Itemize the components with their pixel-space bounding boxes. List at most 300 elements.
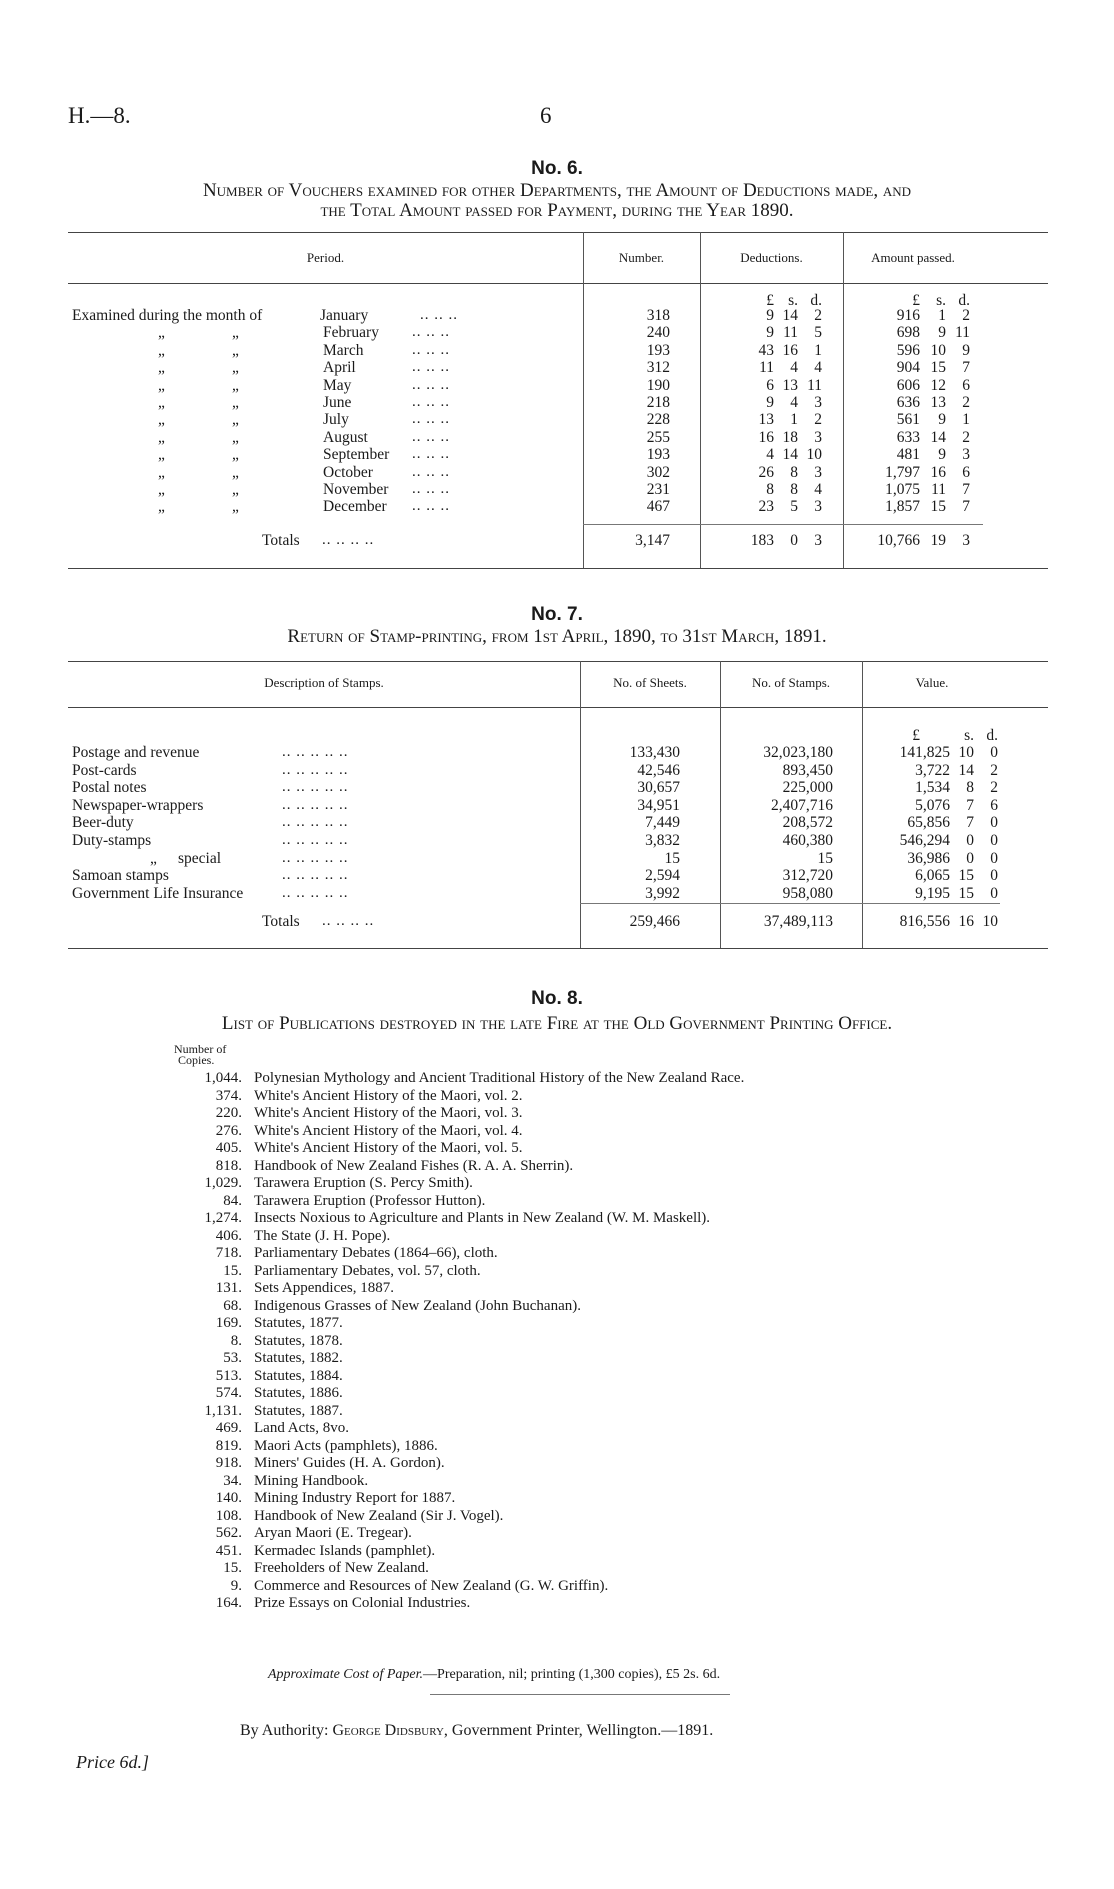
amt-shillings: 9 [938,324,946,342]
amt-shillings: 9 [938,446,946,464]
section6-subtitle-1: Number of Vouchers examined for other Departments, the Amount of Deductions made, and [202,180,912,201]
publication-copies: 469. [215,1420,242,1436]
value-pounds: 546,294 [899,832,950,849]
ded-pounds: 43 [758,341,774,359]
authority-line [240,1722,713,1740]
ded-pence: 4 [814,481,822,498]
table6-header-rule [68,283,1048,284]
ded-pence: 1 [814,341,822,359]
publication-copies: 718. [215,1245,242,1261]
amt-pence: 7 [962,498,970,516]
value-pence: 0 [990,849,998,867]
ded-units-s: s. [788,292,798,309]
leader-dots: .. .. .. .. .. [282,761,349,778]
voucher-number: 231 [646,481,670,498]
publication-item [130,1368,343,1385]
leader-dots: .. .. .. [412,359,450,376]
publication-title: Handbook of New Zealand (Sir J. Vogel). [254,1507,504,1524]
publication-copies: 918. [215,1455,242,1471]
publication-item [130,1543,435,1560]
col-description: Description of Stamps. [264,675,384,690]
value-units-d: d. [986,727,998,744]
publication-title: Commerce and Resources of New Zealand (G. W. Griffin). [254,1577,609,1594]
col-value: Value. [915,675,949,690]
amt-pounds: 904 [896,359,920,377]
publication-copies: 164. [215,1595,242,1611]
ded-pence: 2 [814,411,822,429]
leader-dots: .. .. .. .. [322,913,375,929]
publication-title: Indigenous Grasses of New Zealand (John Buchanan). [254,1297,581,1314]
leader-dots: .. .. .. .. .. [282,814,349,831]
publication-item [130,1158,573,1175]
ditto-mark: „ [232,498,239,516]
table7-vrule-1 [580,661,581,948]
ded-pence: 10 [806,446,822,464]
voucher-number: 318 [646,307,670,324]
ditto-mark: „ [232,376,239,394]
ded-shillings: 14 [782,307,798,324]
publication-title: Mining Industry Report for 1887. [254,1490,456,1506]
publication-title: Sets Appendices, 1887. [254,1280,394,1296]
value-shillings: 10 [958,744,974,761]
page-number: 6 [540,103,552,128]
leader-dots: .. .. .. .. .. [282,796,349,813]
stamp-description: Beer-duty [72,814,134,832]
voucher-number: 193 [646,446,670,464]
total-amt-shillings: 19 [930,532,946,549]
value-pence: 6 [990,796,998,814]
stamps-count: 958,080 [782,884,833,902]
publication-copies: 374. [215,1087,242,1104]
total-sheets: 259,466 [629,913,680,930]
sheets-count: 34,951 [637,796,680,814]
col-period: Period. [306,250,345,265]
sheets-count: 15 [664,849,680,867]
amt-pounds: 916 [896,307,920,324]
amt-pounds: 606 [896,376,920,394]
footer-rule [430,1694,730,1695]
price-note: Price 6d.] [76,1752,149,1772]
leader-dots: .. .. .. [412,481,450,497]
table6-bottom-rule [68,568,1048,569]
month-label: October [323,463,373,481]
publication-copies: 1,029. [204,1175,242,1191]
stamps-count: 225,000 [782,779,833,797]
leader-dots: .. .. .. [412,341,450,358]
total-value-pence: 10 [982,913,998,930]
amt-shillings: 15 [930,359,946,377]
publication-item [130,1420,349,1437]
cost-note-label: Approximate Cost of Paper. [268,1667,424,1682]
ditto-mark: „ [158,359,165,377]
publication-copies: 131. [215,1280,242,1296]
stamp-description: Samoan stamps [72,867,169,885]
value-pounds: 5,076 [915,796,950,814]
stamp-description: Duty-stamps [72,832,152,849]
ditto-mark: „ [158,411,165,429]
leader-dots: .. .. .. [412,394,450,410]
publication-item [130,1070,744,1087]
stamp-description: Post-cards [72,761,137,779]
ded-shillings: 8 [790,481,798,498]
value-shillings: 7 [966,814,974,832]
total-number: 3,147 [635,532,670,549]
leader-dots: .. .. .. [412,428,450,445]
amt-shillings: 16 [930,463,946,481]
table6-vrule-3 [843,232,844,568]
section6-title: No. 6. [531,158,583,179]
publication-item [130,1333,343,1350]
value-pounds: 9,195 [915,884,950,902]
voucher-number: 312 [646,359,670,377]
totals-rule [583,524,983,525]
leader-dots: .. .. .. .. .. [282,849,349,866]
publication-title: White's Ancient History of the Maori, vol. 2. [254,1087,523,1104]
sheets-count: 7,449 [645,814,680,832]
amt-pence: 6 [962,376,970,394]
authority-rest: , Government Printer, Wellington.—1891. [443,1722,714,1739]
publication-copies: 513. [215,1367,242,1384]
publication-item [130,1508,503,1525]
publication-copies: 574. [215,1385,242,1401]
ded-pounds: 4 [766,446,774,464]
publication-copies: 406. [215,1227,242,1244]
value-units-l: £ [912,727,920,744]
ded-shillings: 5 [790,498,798,516]
publication-copies: 819. [215,1437,242,1454]
publication-copies: 1,274. [204,1210,242,1226]
publication-copies: 15. [223,1560,242,1576]
table7-bottom-rule [68,948,1048,949]
value-shillings: 0 [966,832,974,849]
value-pence: 2 [990,761,998,779]
amt-pounds: 596 [896,341,920,359]
month-label: May [323,376,352,394]
publication-item [130,1455,445,1472]
ditto-mark: „ [232,428,239,446]
totals-rule [580,903,1000,904]
month-label: June [323,394,352,411]
publication-title: Mining Handbook. [254,1472,369,1489]
amt-pence: 3 [962,446,970,464]
ditto-mark: „ [158,481,165,498]
publication-item [130,1263,481,1280]
ditto-mark: „ [158,463,165,481]
leader-dots: .. .. .. .. .. [282,744,349,760]
value-pence: 2 [990,779,998,797]
publication-title: Tarawera Eruption (S. Percy Smith). [254,1175,473,1191]
voucher-number: 240 [646,324,670,342]
publication-copies: 818. [215,1157,242,1174]
page-header-left: H.—8. [68,103,131,128]
amt-shillings: 15 [930,498,946,516]
amt-pounds: 561 [896,411,920,429]
ded-shillings: 8 [790,463,798,481]
sheets-count: 3,992 [645,884,680,902]
leader-dots: .. .. .. [412,324,450,341]
ded-pence: 11 [807,376,822,394]
publication-copies: 34. [223,1472,242,1489]
publication-item [130,1385,343,1402]
section8-title: No. 8. [531,988,583,1009]
total-ded-shillings: 0 [790,532,798,549]
authority-prefix: By Authority: [240,1722,329,1739]
total-ded-pence: 3 [814,532,822,549]
table7-vrule-2 [720,661,721,948]
publication-title: The State (J. H. Pope). [254,1227,391,1244]
publication-title: Land Acts, 8vo. [254,1420,349,1436]
month-label: January [320,307,369,324]
ded-pence: 3 [814,463,822,481]
col-sheets: No. of Sheets. [613,675,687,690]
ded-pounds: 9 [766,307,774,324]
amt-pence: 2 [962,307,970,324]
value-shillings: 15 [958,884,974,902]
publication-item [130,1438,438,1455]
amt-units-l: £ [912,292,920,309]
publication-copies: 9. [230,1577,242,1594]
publication-item [130,1350,343,1367]
month-label: September [323,446,390,464]
publication-title: Insects Noxious to Agriculture and Plants in New Zealand (W. M. Maskell). [254,1210,711,1226]
value-pounds: 141,825 [899,744,950,761]
publication-title: Statutes, 1887. [254,1402,343,1419]
month-label: August [323,428,368,446]
month-label: February [323,324,379,342]
voucher-number: 218 [646,394,670,411]
amt-shillings: 14 [930,428,946,446]
table7-top-rule [68,661,1048,662]
amt-units-s: s. [936,292,946,309]
table6-top-rule [68,232,1048,233]
copies-col-label-2: Copies. [178,1053,215,1067]
publication-item [130,1578,608,1595]
value-pounds: 1,534 [915,779,950,797]
ded-pounds: 9 [766,394,774,411]
publication-copies: 220. [215,1105,242,1121]
publication-item [130,1245,498,1262]
leader-dots: .. .. .. .. .. [282,884,349,901]
publication-copies: 53. [223,1350,242,1366]
leader-dots: .. .. .. .. [322,532,375,548]
publication-copies: 15. [223,1262,242,1279]
ded-shillings: 11 [783,324,798,342]
ditto-mark: „ [158,376,165,394]
value-shillings: 8 [966,779,974,797]
leader-dots: .. .. .. [412,376,450,393]
stamps-count: 2,407,716 [771,796,833,814]
ditto-mark: „ [232,394,239,411]
ditto-mark: „ [232,446,239,464]
stamp-description: Government Life Insurance [72,884,244,902]
amt-units-d: d. [958,292,970,309]
ded-pence: 5 [814,324,822,342]
sheets-count: 30,657 [637,779,680,797]
amt-pence: 2 [962,394,970,411]
publication-item [130,1088,523,1105]
ded-pence: 4 [814,359,822,377]
ded-pounds: 23 [758,498,774,516]
voucher-number: 467 [646,498,670,516]
ditto-mark: „ [232,463,239,481]
publication-copies: 276. [215,1122,242,1139]
leader-dots: .. .. .. [412,498,450,515]
value-pounds: 65,856 [907,814,950,832]
publication-item [130,1193,485,1210]
publication-title: Parliamentary Debates, vol. 57, cloth. [254,1262,481,1279]
ded-shillings: 16 [782,341,798,359]
amt-pence: 6 [962,463,970,481]
publication-copies: 1,044. [204,1070,242,1086]
ditto-mark: „ [158,394,165,411]
amt-pence: 11 [955,324,970,342]
publication-item [130,1525,412,1542]
publication-title: White's Ancient History of the Maori, vol. 3. [254,1105,523,1121]
voucher-number: 255 [646,428,670,446]
ded-pence: 2 [814,307,822,324]
amt-pence: 9 [962,341,970,359]
ded-pounds: 26 [758,463,774,481]
amt-shillings: 9 [938,411,946,429]
amt-pence: 1 [962,411,970,429]
leader-dots: .. .. .. [420,307,458,323]
stamp-description: Postal notes [72,779,147,797]
ditto-mark: „ [158,446,165,464]
ded-pounds: 9 [766,324,774,342]
publication-title: Statutes, 1884. [254,1367,343,1384]
publication-item [130,1473,368,1490]
amt-pounds: 636 [896,394,920,411]
stamp-description: Newspaper-wrappers [72,796,204,814]
ded-pounds: 16 [758,428,774,446]
amt-pounds: 1,075 [885,481,920,498]
publication-copies: 84. [223,1192,242,1209]
publication-title: Statutes, 1878. [254,1332,343,1349]
publication-copies: 68. [223,1297,242,1314]
ded-pence: 3 [814,428,822,446]
publication-item [130,1280,394,1297]
value-pence: 0 [990,884,998,902]
total-amt-pounds: 10,766 [877,532,920,549]
amt-pounds: 481 [896,446,920,464]
publication-title: Parliamentary Debates (1864–66), cloth. [254,1245,498,1261]
value-pounds: 36,986 [907,849,950,867]
amt-shillings: 1 [938,307,946,324]
table7-header-rule [68,707,1048,708]
amt-shillings: 11 [931,481,946,498]
publication-copies: 562. [215,1525,242,1541]
publication-title: White's Ancient History of the Maori, vol. 4. [254,1122,523,1139]
publication-item [130,1560,429,1577]
publication-title: Handbook of New Zealand Fishes (R. A. A. Sherrin). [254,1157,574,1174]
ditto-mark: „ [232,481,239,498]
ded-units-l: £ [766,292,774,309]
col-number: Number. [618,250,665,265]
section6-subtitle-2: the Total Amount passed for Payment, during the Year 1890. [320,200,794,221]
ded-units-d: d. [810,292,822,309]
total-value-pounds: 816,556 [899,913,950,930]
publication-copies: 405. [215,1140,242,1156]
publication-title: Miners' Guides (H. A. Gordon). [254,1455,445,1471]
publication-item [130,1228,390,1245]
publication-copies: 108. [215,1507,242,1524]
leader-dots: .. .. .. [412,411,450,428]
sheets-count: 133,430 [629,744,680,761]
ded-pounds: 13 [758,411,774,429]
value-shillings: 14 [958,761,974,779]
ded-pounds: 8 [766,481,774,498]
totals-label: Totals [262,913,300,930]
amt-pounds: 1,857 [885,498,920,516]
leader-dots: .. .. .. .. .. [282,779,349,796]
value-units-s: s. [964,727,974,744]
stamps-count: 208,572 [782,814,833,832]
month-label: November [323,481,389,498]
ded-shillings: 4 [790,394,798,411]
ditto-mark: „ [232,359,239,377]
publication-copies: 169. [215,1315,242,1331]
publication-title: Maori Acts (pamphlets), 1886. [254,1437,438,1454]
publication-item [130,1123,523,1140]
value-pence: 0 [990,867,998,885]
total-value-shillings: 16 [958,913,974,930]
ded-shillings: 18 [782,428,798,446]
col-deductions: Deductions. [740,250,803,265]
publication-item [130,1298,581,1315]
section7-subtitle: Return of Stamp-printing, from 1st April, 1890, to 31st March, 1891. [287,626,827,647]
publication-title: Statutes, 1886. [254,1385,343,1401]
ded-shillings: 13 [782,376,798,394]
col-stamps: No. of Stamps. [752,675,830,690]
stamps-count: 312,720 [782,867,833,885]
publication-title: Statutes, 1882. [254,1350,343,1366]
publication-title: Polynesian Mythology and Ancient Traditional History of the New Zealand Race. [254,1070,745,1086]
publication-item [130,1105,523,1122]
publication-item [130,1210,710,1227]
value-pence: 0 [990,744,998,761]
amt-pounds: 633 [896,428,920,446]
voucher-number: 302 [646,463,670,481]
value-shillings: 15 [958,867,974,885]
leader-dots: .. .. .. .. .. [282,867,349,884]
amt-pence: 7 [962,481,970,498]
stamps-count: 460,380 [782,832,833,849]
sheets-count: 42,546 [637,761,680,779]
sheets-count: 3,832 [645,832,680,849]
publication-copies: 140. [215,1490,242,1506]
section8-subtitle: List of Publications destroyed in the late Fire at the Old Government Printing Office. [221,1013,893,1034]
ditto-mark: „ [232,324,239,342]
period-prefix: Examined during the month of [72,307,263,324]
ditto-mark: „ [158,498,165,516]
publication-copies: 451. [215,1542,242,1559]
table6-vrule-1 [583,232,584,568]
sheets-count: 2,594 [645,867,680,885]
ded-pounds: 11 [759,359,774,377]
table7-vrule-3 [862,661,863,948]
publication-item [130,1490,455,1507]
leader-dots: .. .. .. [412,463,450,480]
voucher-number: 228 [646,411,670,429]
amt-shillings: 10 [930,341,946,359]
month-label: April [323,359,356,377]
ded-pence: 3 [814,498,822,516]
totals-label: Totals [262,532,300,549]
publication-item [130,1140,523,1157]
month-label: December [323,498,387,516]
voucher-number: 190 [646,376,670,394]
leader-dots: .. .. .. [412,446,450,463]
